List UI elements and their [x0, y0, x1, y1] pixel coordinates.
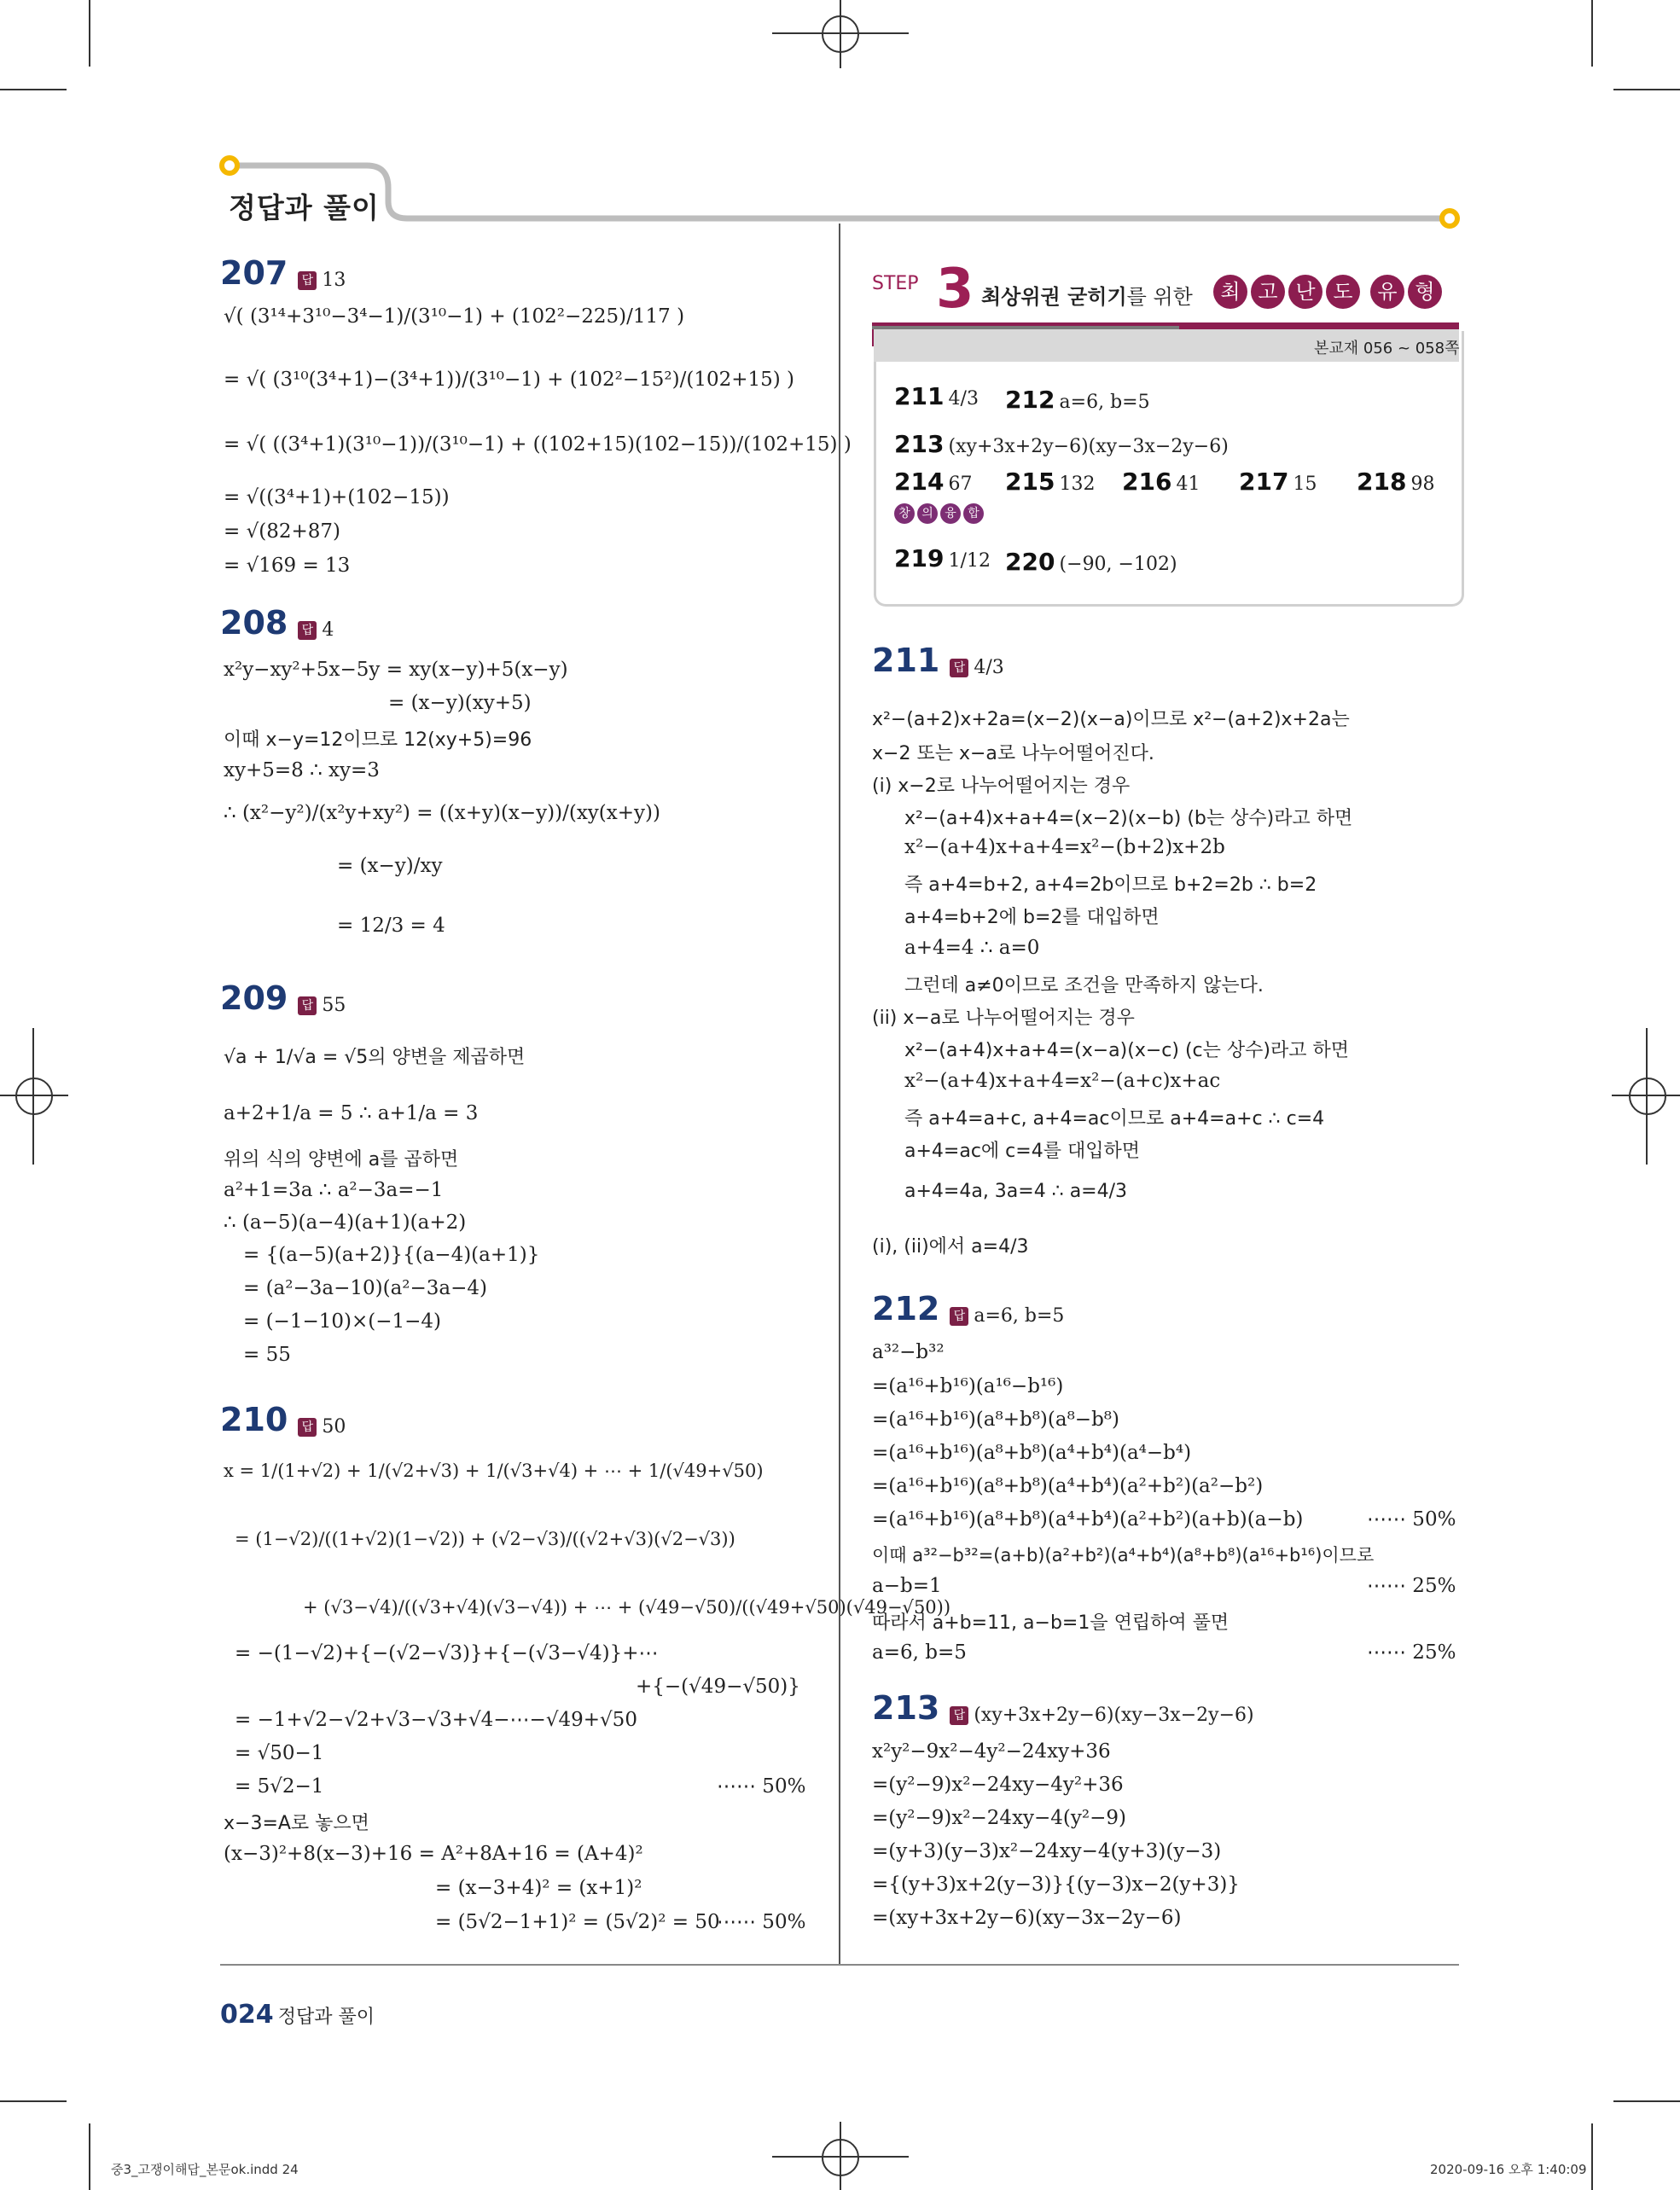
answer-badge-icon: 답: [298, 996, 317, 1015]
step-header: [872, 273, 919, 294]
quick-answer-213: [894, 430, 1229, 458]
crop-mark: [89, 2123, 90, 2190]
quick-answer-220: [1005, 548, 1177, 576]
solution-line: = −(1−√2)+{−(√2−√3)}+{−(√3−√4)}+⋯: [235, 1642, 659, 1664]
header-rule: [218, 154, 1463, 230]
circle-char: 난: [1288, 275, 1322, 309]
solution-line: (ii) x−a로 나누어떨어지는 경우: [872, 1008, 1135, 1029]
problem-212-head: [872, 1290, 1064, 1327]
answer-number: 217: [1239, 468, 1289, 496]
crop-mark: [1591, 0, 1593, 67]
solution-line: x²−(a+4)x+a+4=x²−(b+2)x+2b: [904, 836, 1225, 858]
registration-circle: [15, 1078, 53, 1115]
problem-number: 209: [220, 979, 288, 1017]
score-note: ⋯⋯ 50%: [717, 1911, 806, 1933]
answer-value: (−90, −102): [1059, 554, 1177, 575]
problem-number: 212: [872, 1290, 940, 1327]
page-header-title: 정답과 풀이: [229, 191, 380, 224]
solution-line: =(xy+3x+2y−6)(xy−3x−2y−6): [872, 1907, 1182, 1929]
problem-number: 210: [220, 1401, 288, 1438]
solution-line: 위의 식의 양변에 a를 곱하면: [224, 1149, 459, 1171]
answer-number: 220: [1005, 548, 1055, 576]
quick-answer-214: [894, 468, 973, 496]
solution-line: = √( (3¹⁰(3⁴+1)−(3⁴+1))/(3¹⁰−1) + (102²−15²)/(102+15) ): [224, 369, 795, 391]
quick-answer-218: [1357, 468, 1435, 496]
problem-209-head: [220, 979, 346, 1017]
answer-number: 215: [1005, 468, 1055, 496]
solution-line: = (x−y)/xy: [337, 855, 443, 877]
solution-line: = (1−√2)/((1+√2)(1−√2)) + (√2−√3)/((√2+√3)(√2−√3)): [235, 1529, 735, 1549]
solution-line: +{−(√49−√50)}: [636, 1676, 800, 1698]
problem-answer: 13: [322, 270, 346, 291]
answer-number: 212: [1005, 386, 1055, 414]
solution-line: x²−(a+2)x+2a=(x−2)(x−a)이므로 x²−(a+2)x+2a는: [872, 709, 1350, 730]
solution-line: (i), (ii)에서 a=4/3: [872, 1236, 1029, 1258]
solution-line: = √169 = 13: [224, 555, 351, 577]
solution-line: = √((3⁴+1)+(102−15)): [224, 486, 450, 508]
problem-210-head: [220, 1401, 346, 1438]
solution-line: a−b=1: [872, 1575, 942, 1597]
solution-line: 즉 a+4=a+c, a+4=ac이므로 a+4=a+c ∴ c=4: [904, 1108, 1325, 1130]
solution-line: ={(y+3)x+2(y−3)}{(y−3)x−2(y+3)}: [872, 1873, 1240, 1896]
solution-line: x²−(a+4)x+a+4=x²−(a+c)x+ac: [904, 1070, 1221, 1092]
solution-line: 이때 x−y=12이므로 12(xy+5)=96: [224, 729, 532, 751]
quick-answer-215: [1005, 468, 1096, 496]
solution-line: = √( ((3⁴+1)(3¹⁰−1))/(3¹⁰−1) + ((102+15)(102−15))/(102+15) ): [224, 433, 852, 456]
solution-line: = (x−3+4)² = (x+1)²: [435, 1877, 642, 1899]
solution-line: x²−(a+4)x+a+4=(x−2)(x−b) (b는 상수)라고 하면: [904, 808, 1353, 829]
file-name: 중3_고쟁이해답_본문ok.indd 24: [111, 2162, 299, 2177]
solution-line: a+4=4a, 3a=4 ∴ a=4/3: [904, 1181, 1128, 1202]
circle-char: 도: [1326, 275, 1360, 309]
solution-line: √a + 1/√a = √5의 양변을 제곱하면: [224, 1047, 526, 1068]
answer-number: 213: [894, 430, 945, 458]
solution-line: 따라서 a+b=11, a−b=1을 연립하여 풀면: [872, 1612, 1229, 1634]
problem-number: 208: [220, 604, 288, 642]
solution-line: = (5√2−1+1)² = (5√2)² = 50: [435, 1911, 720, 1933]
creative-tag: [894, 503, 986, 524]
solution-line: 즉 a+4=b+2, a+4=2b이므로 b+2=2b ∴ b=2: [904, 874, 1317, 896]
footer-label: 정답과 풀이: [277, 2007, 375, 2028]
solution-line: (x−3)²+8(x−3)+16 = A²+8A+16 = (A+4)²: [224, 1843, 643, 1865]
solution-line: x²y²−9x²−4y²−24xy+36: [872, 1740, 1111, 1763]
solution-line: (i) x−2로 나누어떨어지는 경우: [872, 776, 1131, 797]
registration-circle: [1629, 1078, 1666, 1115]
score-note: ⋯⋯ 25%: [1367, 1575, 1456, 1597]
problem-211-head: [872, 642, 1004, 679]
footer-rule: [220, 1964, 1459, 1966]
step-title-sub: 를 위한: [1126, 285, 1193, 309]
tag-char: 창: [894, 503, 915, 524]
problem-answer: (xy+3x+2y−6)(xy−3x−2y−6): [974, 1705, 1254, 1726]
crop-mark: [0, 89, 67, 90]
score-note: ⋯⋯ 25%: [1367, 1641, 1456, 1664]
problem-answer: 4: [322, 619, 334, 641]
solution-line: =(y+3)(y−3)x²−24xy−4(y+3)(y−3): [872, 1840, 1222, 1862]
solution-line: xy+5=8 ∴ xy=3: [224, 759, 380, 781]
problem-answer: a=6, b=5: [974, 1305, 1065, 1327]
solution-line: = (−1−10)×(−1−4): [243, 1310, 441, 1333]
answer-value: 132: [1059, 473, 1096, 495]
registration-circle: [822, 2139, 859, 2176]
solution-line: =(y²−9)x²−24xy−4y²+36: [872, 1774, 1124, 1796]
solution-line: =(a¹⁶+b¹⁶)(a⁸+b⁸)(a⁴+b⁴)(a²+b²)(a+b)(a−b): [872, 1508, 1304, 1531]
solution-line: a=6, b=5: [872, 1641, 967, 1664]
answer-value: 1/12: [948, 550, 991, 572]
solution-line: = 55: [243, 1344, 291, 1366]
problem-number: 207: [220, 254, 288, 292]
solution-line: x = 1/(1+√2) + 1/(√2+√3) + 1/(√3+√4) + ⋯ + 1/(√49+√50): [224, 1461, 764, 1481]
solution-line: a+2+1/a = 5 ∴ a+1/a = 3: [224, 1102, 479, 1124]
page-number: 024: [220, 2000, 274, 2030]
solution-line: + (√3−√4)/((√3+√4)(√3−√4)) + ⋯ + (√49−√50)/((√49+√50)(√49−√50)): [303, 1597, 951, 1618]
print-timestamp: 2020-09-16 오후 1:40:09: [1430, 2162, 1587, 2177]
answer-badge-icon: 답: [298, 271, 317, 290]
solution-line: x−2 또는 x−a로 나누어떨어진다.: [872, 743, 1154, 764]
problem-213-head: [872, 1689, 1254, 1727]
step-number: 3: [936, 258, 974, 321]
quick-answer-212: [1005, 386, 1150, 414]
solution-line: = {(a−5)(a+2)}{(a−4)(a+1)}: [243, 1244, 540, 1266]
crop-mark: [0, 2100, 67, 2102]
solution-line: x−3=A로 놓으면: [224, 1813, 369, 1834]
answer-value: 98: [1410, 473, 1435, 495]
step-title: [981, 280, 1193, 310]
answer-value: (xy+3x+2y−6)(xy−3x−2y−6): [948, 436, 1229, 457]
crop-mark: [1613, 89, 1680, 90]
crop-mark: [1613, 2100, 1680, 2102]
answer-value: 41: [1176, 473, 1200, 495]
solution-line: =(a¹⁶+b¹⁶)(a⁸+b⁸)(a⁴+b⁴)(a²+b²)(a²−b²): [872, 1475, 1264, 1497]
answer-value: 67: [948, 473, 973, 495]
circle-char: 고: [1251, 275, 1285, 309]
answer-value: 4/3: [948, 388, 979, 410]
solution-line: = 12/3 = 4: [337, 915, 445, 937]
answer-value: a=6, b=5: [1059, 392, 1150, 413]
answer-badge-icon: 답: [298, 1418, 317, 1437]
quick-answer-216: [1122, 468, 1200, 496]
crop-mark: [1591, 2123, 1593, 2190]
tag-char: 합: [963, 503, 984, 524]
score-note: ⋯⋯ 50%: [1367, 1508, 1456, 1531]
difficulty-circles: [1213, 275, 1445, 309]
circle-char: 유: [1370, 275, 1404, 309]
score-note: ⋯⋯ 50%: [717, 1775, 806, 1798]
solution-line: = √50−1: [235, 1742, 324, 1764]
quick-answer-217: [1239, 468, 1317, 496]
solution-line: = −1+√2−√2+√3−√3+√4−⋯−√49+√50: [235, 1709, 637, 1731]
circle-char: 최: [1213, 275, 1247, 309]
registration-circle: [822, 15, 859, 53]
solution-line: a+4=ac에 c=4를 대입하면: [904, 1141, 1140, 1162]
problem-answer: 4/3: [974, 657, 1004, 678]
quick-answer-211: [894, 382, 979, 410]
answer-badge-icon: 답: [950, 1307, 968, 1326]
solution-line: 이때 a³²−b³²=(a+b)(a²+b²)(a⁴+b⁴)(a⁸+b⁸)(a¹⁶+b¹⁶)이므로: [872, 1545, 1375, 1566]
problem-number: 213: [872, 1689, 940, 1727]
solution-line: √( (3¹⁴+3¹⁰−3⁴−1)/(3¹⁰−1) + (102²−225)/117 ): [224, 305, 685, 328]
solution-line: =(y²−9)x²−24xy−4(y²−9): [872, 1807, 1127, 1829]
solution-line: ∴ (a−5)(a−4)(a+1)(a+2): [224, 1211, 467, 1234]
step-label: STEP: [872, 273, 919, 294]
crop-mark: [89, 0, 90, 67]
page-footer: [220, 2000, 375, 2030]
tag-char: 의: [917, 503, 938, 524]
problem-answer: 55: [322, 995, 346, 1016]
solution-line: 그런데 a≠0이므로 조건을 만족하지 않는다.: [904, 975, 1264, 996]
problem-208-head: [220, 604, 334, 642]
quick-answer-219: [894, 544, 991, 572]
answer-badge-icon: 답: [950, 1706, 968, 1725]
solution-line: =(a¹⁶+b¹⁶)(a¹⁶−b¹⁶): [872, 1375, 1064, 1397]
column-divider: [839, 224, 840, 1964]
solution-line: =(a¹⁶+b¹⁶)(a⁸+b⁸)(a⁴+b⁴)(a⁴−b⁴): [872, 1442, 1192, 1464]
solution-line: a+4=4 ∴ a=0: [904, 937, 1040, 959]
step-title-main: 최상위권 굳히기: [981, 285, 1127, 309]
solution-line: x²−(a+4)x+a+4=(x−a)(x−c) (c는 상수)라고 하면: [904, 1040, 1349, 1061]
answer-number: 218: [1357, 468, 1407, 496]
problem-answer: 50: [322, 1416, 346, 1438]
answer-badge-icon: 답: [950, 659, 968, 677]
answer-number: 216: [1122, 468, 1172, 496]
answer-number: 214: [894, 468, 945, 496]
solution-line: = 5√2−1: [235, 1775, 324, 1798]
problem-number: 211: [872, 642, 940, 679]
circle-char: 형: [1408, 275, 1442, 309]
box-page-ref: 본교재 056 ~ 058쪽: [1314, 340, 1460, 357]
tag-char: 융: [940, 503, 961, 524]
answer-number: 211: [894, 382, 945, 410]
answer-number: 219: [894, 544, 945, 572]
solution-line: = (x−y)(xy+5): [388, 692, 532, 714]
solution-line: x²y−xy²+5x−5y = xy(x−y)+5(x−y): [224, 659, 568, 681]
solution-line: =(a¹⁶+b¹⁶)(a⁸+b⁸)(a⁸−b⁸): [872, 1409, 1119, 1431]
solution-line: = √(82+87): [224, 520, 340, 543]
solution-line: a+4=b+2에 b=2를 대입하면: [904, 907, 1160, 928]
answer-value: 15: [1293, 473, 1317, 495]
solution-line: a²+1=3a ∴ a²−3a=−1: [224, 1179, 444, 1201]
solution-line: ∴ (x²−y²)/(x²y+xy²) = ((x+y)(x−y))/(xy(x+y)): [224, 802, 660, 824]
solution-line: = (a²−3a−10)(a²−3a−4): [243, 1277, 488, 1299]
problem-207-head: [220, 254, 346, 292]
answer-badge-icon: 답: [298, 621, 317, 640]
solution-line: a³²−b³²: [872, 1341, 945, 1363]
